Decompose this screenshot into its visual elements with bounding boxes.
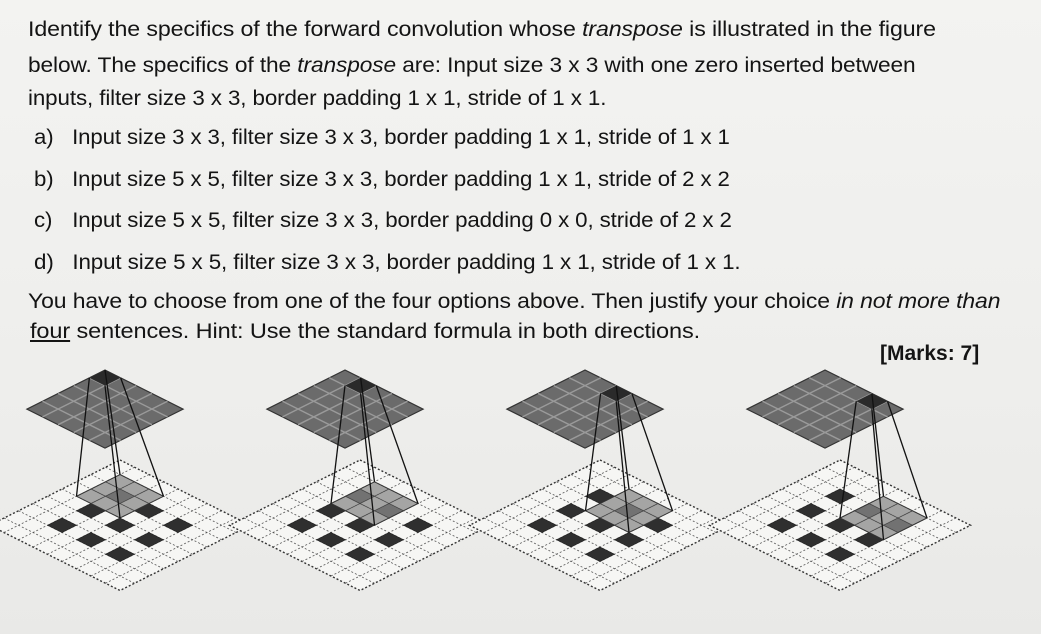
instruction-line-2: four sentences. Hint: Use the standard formula in both directions. [30,320,701,343]
option-letter: b) [34,168,54,191]
option-text: Input size 5 x 5, filter size 3 x 3, border padding 0 x 0, stride of 2 x 2 [72,209,732,232]
question-stem-line-3: inputs, filter size 3 x 3, border padding 1 x 1, stride of 1 x 1. [28,87,607,110]
option-letter: a) [34,126,54,149]
output-grid [267,370,423,448]
question-stem-line-2: below. The specifics of the transpose are: Input size 3 x 3 with one zero inserted between [28,54,916,77]
option-c[interactable] [34,208,732,234]
output-grid [507,370,663,448]
option-text: Input size 5 x 5, filter size 3 x 3, border padding 1 x 1, stride of 1 x 1. [72,251,741,274]
instruction-line-1: You have to choose from one of the four options above. Then justify your choice in not more than [28,290,1001,313]
marks-label: [Marks: 7] [880,342,980,365]
option-text: Input size 3 x 3, filter size 3 x 3, border padding 1 x 1, stride of 1 x 1 [72,126,730,149]
option-a[interactable] [34,125,730,151]
option-text: Input size 5 x 5, filter size 3 x 3, border padding 1 x 1, stride of 2 x 2 [72,168,730,191]
conv-panel-2 [230,370,491,591]
option-letter: c) [34,209,53,232]
conv-panel-4 [710,370,971,591]
figure-canvas [0,360,1041,634]
transpose-convolution-figure [0,360,1041,634]
conv-panel-1 [0,370,251,591]
option-letter: d) [34,251,54,274]
question-stem-line-1: Identify the specifics of the forward convolution whose transpose is illustrated in the figure [28,18,936,41]
output-grid [747,370,903,448]
conv-panel-3 [470,370,731,591]
option-d[interactable] [34,250,741,276]
option-b[interactable] [34,167,730,193]
